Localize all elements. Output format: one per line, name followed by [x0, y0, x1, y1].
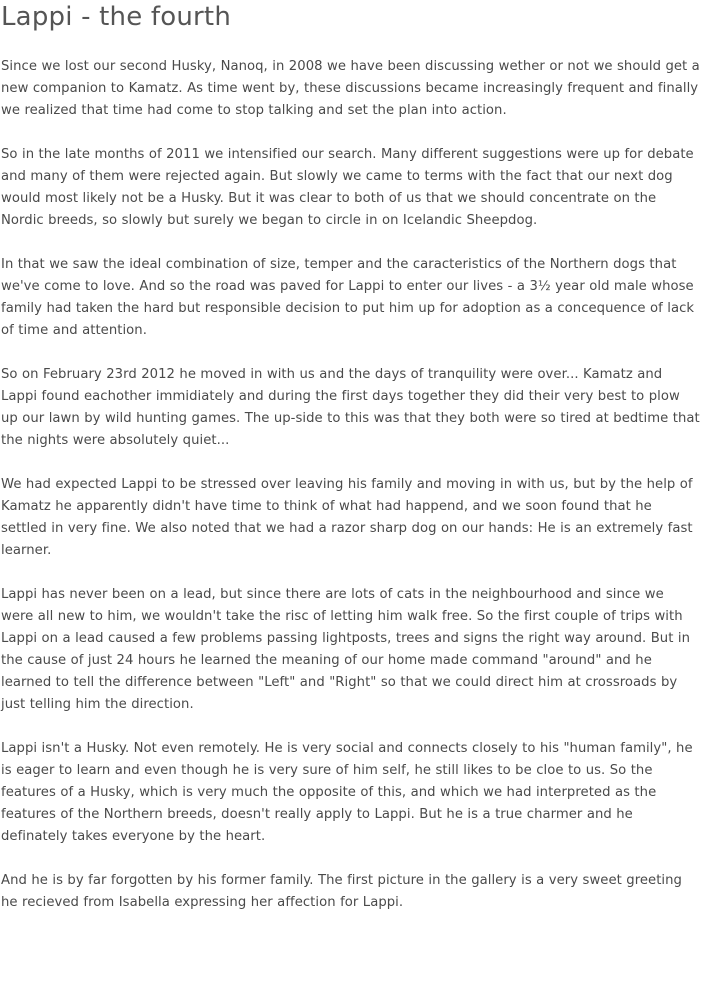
article-paragraph-5: We had expected Lappi to be stressed over leaving his family and moving in with us, but by the help of Kamatz he apparently didn't have time to think of what had happend, and we soon found that he settled in very fine. We also noted that we had a razor sharp dog on our hands: He is an extremely fast learner. [1, 477, 693, 558]
article-paragraph-1: Since we lost our second Husky, Nanoq, in 2008 we have been discussing wether or not we should get a new companion to Kamatz. As time went by, these discussions became increasingly frequent and finally we realized that time had come to stop talking and set the plan into action. [1, 59, 700, 118]
article-paragraph-8: And he is by far forgotten by his former family. The first picture in the gallery is a very sweet greeting he recieved from Isabella expressing her affection for Lappi. [1, 873, 682, 910]
article-paragraph-7: Lappi isn't a Husky. Not even remotely. He is very social and connects closely to his "human family", he is eager to learn and even though he is very sure of him self, he still likes to be cloe to us. So the features of a Husky, which is very much the opposite of this, and which we had interpreted as the features of the Northern breeds, doesn't really apply to Lappi. But he is a true charmer and he definately takes everyone by the heart. [1, 741, 693, 844]
article-paragraph-3: In that we saw the ideal combination of size, temper and the caracteristics of the Northern dogs that we've come to love. And so the road was paved for Lappi to enter our lives - a 3½ year old male whose family had taken the hard but responsible decision to put him up for adoption as a concequence of lack of time and attention. [1, 257, 695, 338]
article-paragraph-6: Lappi has never been on a lead, but since there are lots of cats in the neighbourhood and since we were all new to him, we wouldn't take the risc of letting him walk free. So the first couple of trips with Lappi on a lead caused a few problems passing lightposts, trees and signs the right way around. But in the cause of just 24 hours he learned the meaning of our home made command "around" and he learned to tell the difference between "Left" and "Right" so that we could direct him at crossroads by just telling him the direction. [1, 587, 690, 712]
article-paragraph-4: So on February 23rd 2012 he moved in with us and the days of tranquility were over... Kamatz and Lappi found eachother immidiately and during the first days together they did their very best to plow up our lawn by wild hunting games. The up-side to this was that they both were so tired at bedtime that the nights were absolutely quiet... [1, 367, 700, 448]
article-paragraph-2: So in the late months of 2011 we intensified our search. Many different suggestions were up for debate and many of them were rejected again. But slowly we came to terms with the fact that our next dog would most likely not be a Husky. But it was clear to both of us that we should concentrate on the Nordic breeds, so slowly but surely we began to circle in on Icelandic Sheepdog. [1, 147, 694, 228]
article-body [1, 56, 701, 914]
page-title: Lappi - the fourth [1, 2, 231, 32]
